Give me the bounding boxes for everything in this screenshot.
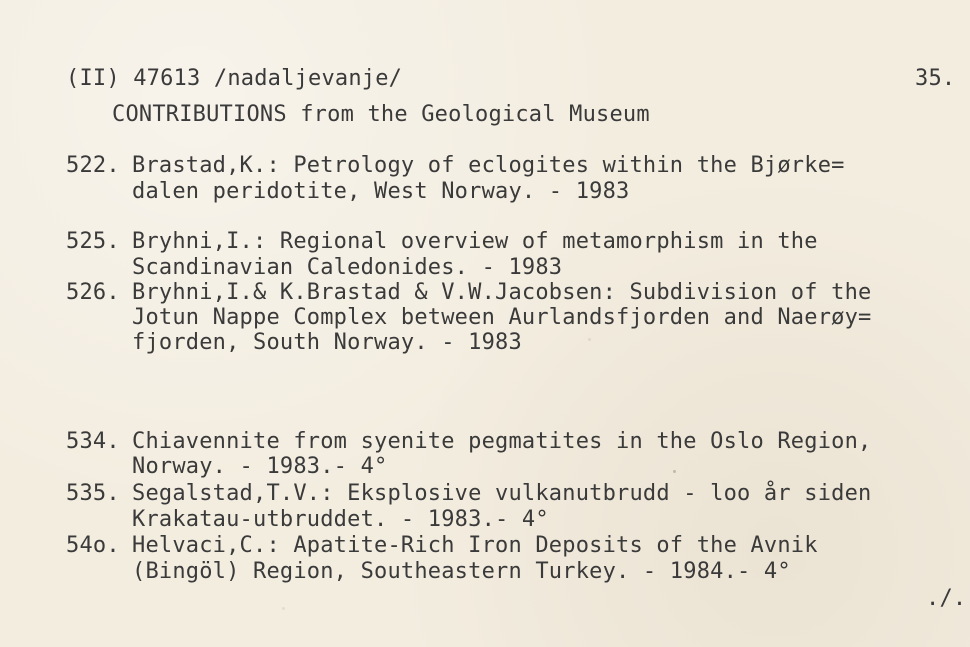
entry-number-535: 535.: [66, 481, 120, 506]
continuation-mark: ./.: [926, 586, 967, 611]
entry-526-line-1: Bryhni,I.& K.Brastad & V.W.Jacobsen: Subdivision of the: [132, 280, 872, 305]
entry-534-line-1: Chiavennite from syenite pegmatites in the Oslo Region,: [132, 429, 872, 454]
entry-540-line-1: Helvaci,C.: Apatite-Rich Iron Deposits of the Avnik: [132, 533, 818, 558]
entry-number-540: 54o.: [66, 533, 120, 558]
entry-number-522: 522.: [66, 153, 120, 178]
entry-522-line-1: Brastad,K.: Petrology of eclogites within the Bjørke=: [132, 153, 845, 178]
paper-speck: [282, 607, 285, 610]
entry-525-line-2: Scandinavian Caledonides. - 1983: [132, 255, 563, 280]
card-subtitle: CONTRIBUTIONS from the Geological Museum: [112, 102, 650, 127]
entry-540-line-2: (Bingöl) Region, Southeastern Turkey. - 1984.- 4°: [132, 559, 791, 584]
entry-534-line-2: Norway. - 1983.- 4°: [132, 454, 388, 479]
entry-526-line-2: Jotun Nappe Complex between Aurlandsfjorden and Naerøy=: [132, 305, 872, 330]
entry-number-534: 534.: [66, 429, 120, 454]
entry-522-line-2: dalen peridotite, West Norway. - 1983: [132, 179, 630, 204]
paper-speck: [588, 338, 591, 341]
entry-number-525: 525.: [66, 229, 120, 254]
entry-525-line-1: Bryhni,I.: Regional overview of metamorphism in the: [132, 229, 818, 254]
entry-535-line-2: Krakatau-utbruddet. - 1983.- 4°: [132, 507, 549, 532]
entry-number-526: 526.: [66, 280, 120, 305]
entry-535-line-1: Segalstad,T.V.: Eksplosive vulkanutbrudd - loo år siden: [132, 481, 872, 506]
entry-526-line-3: fjorden, South Norway. - 1983: [132, 330, 522, 355]
card-page-number: 35.: [915, 66, 956, 91]
card-header-left: (II) 47613 /nadaljevanje/: [66, 66, 403, 91]
paper-speck: [673, 470, 676, 473]
